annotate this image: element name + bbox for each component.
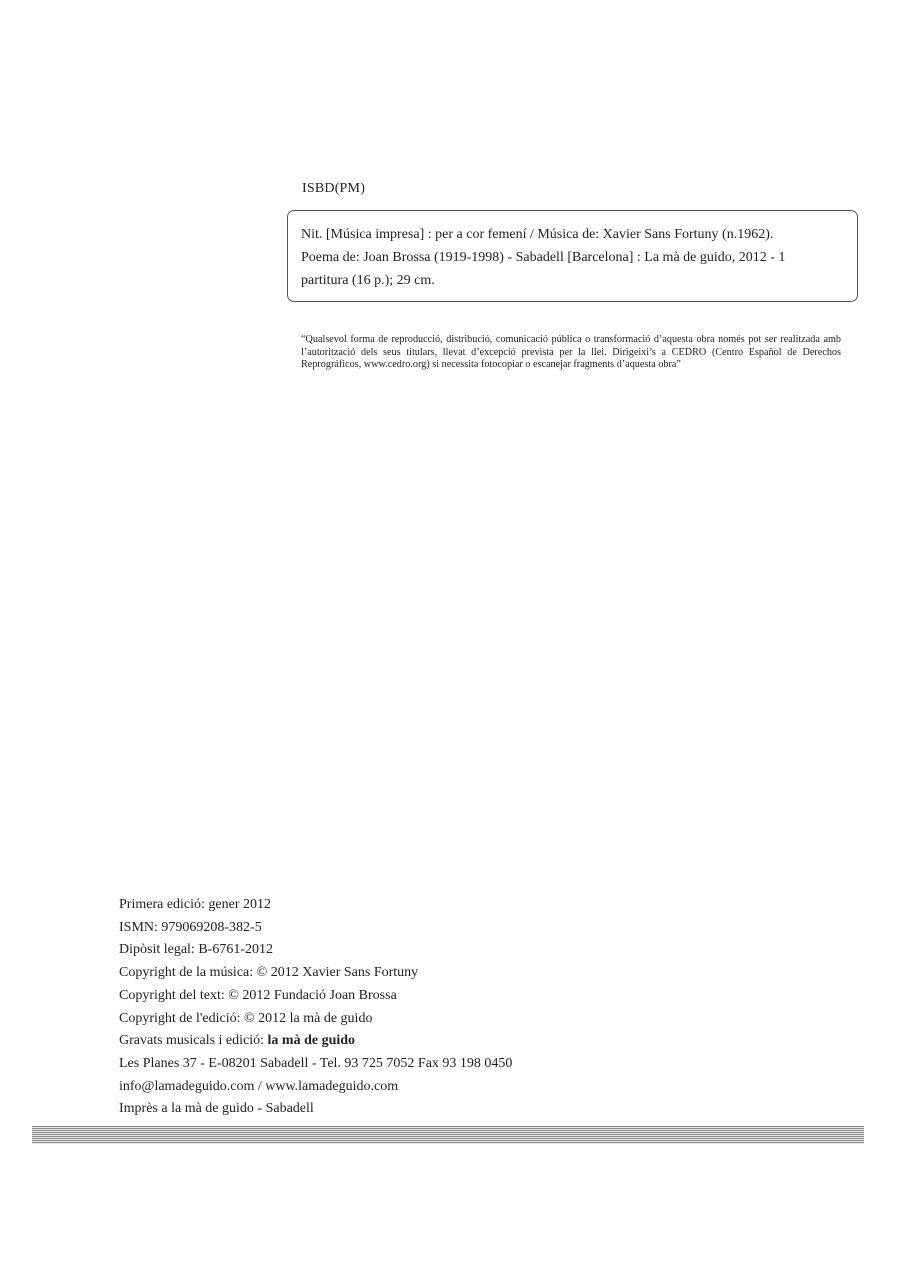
publisher-name: la mà de guido [267, 1033, 356, 1049]
catalog-line-2: Poema de: Joan Brossa (1919-1998) - Sabadell [Barcelona] : La mà de guido, 2012 - 1 [301, 250, 786, 265]
engraving-credit [119, 1030, 512, 1053]
footer-striped-rule [32, 1126, 864, 1144]
catalog-record-box [287, 210, 858, 302]
publisher-contact: info@lamadeguido.com / www.lamadeguido.com [119, 1078, 399, 1094]
legal-deposit: Dipòsit legal: B-6761-2012 [119, 942, 273, 958]
rights-notice: “Qualsevol forma de reproducció, distribució, comunicació pública o transformació d’aquesta obra només pot ser realitzada amb l’autorització dels seus titulars, llevat d’excepció prevista per la llei. Dirigeixi’s a CEDRO (Centro Español de Derechos Reprográficos, www.cedro.org) si necessita fotocopiar o escanejar fragments d’aquesta obra” [301, 334, 841, 371]
engraving-label: Gravats musicals i edició: [119, 1033, 268, 1049]
isbd-label: ISBD(PM) [302, 181, 366, 196]
ismn: ISMN: 979069208-382-5 [119, 919, 262, 935]
catalog-line-3: partitura (16 p.); 29 cm. [301, 273, 435, 288]
first-edition: Primera edició: gener 2012 [119, 897, 272, 912]
text-copyright: Copyright del text: © 2012 Fundació Joan Brossa [119, 987, 397, 1003]
publisher-address: Les Planes 37 - E-08201 Sabadell - Tel. 93 725 7052 Fax 93 198 0450 [119, 1055, 513, 1071]
music-copyright: Copyright de la música: © 2012 Xavier Sans Fortuny [119, 965, 419, 981]
credits-block [119, 894, 512, 1121]
catalog-line-1: Nit. [Música impresa] : per a cor femení / Música de: Xavier Sans Fortuny (n.1962). [301, 227, 774, 242]
edition-copyright: Copyright de l'edició: © 2012 la mà de guido [119, 1010, 373, 1026]
printed-by: Imprès a la mà de guido - Sabadell [119, 1101, 314, 1117]
